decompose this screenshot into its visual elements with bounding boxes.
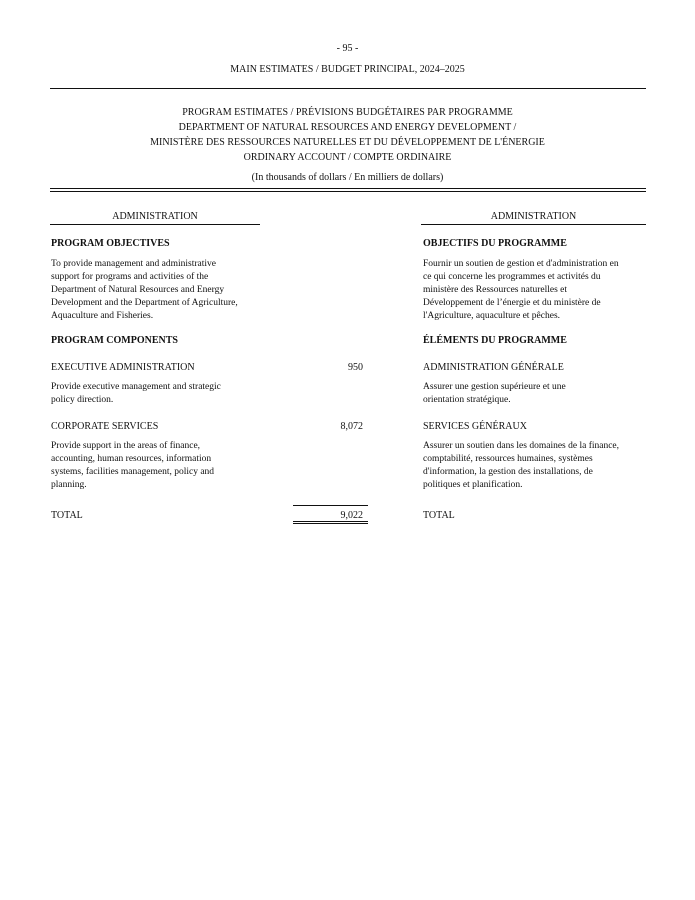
total-rule-top <box>293 505 368 506</box>
objectives-heading-en: PROGRAM OBJECTIVES <box>51 238 170 249</box>
component-amount: 8,072 <box>340 421 363 432</box>
component-name-fr: ADMINISTRATION GÉNÉRALE <box>423 362 564 373</box>
double-rule-top <box>50 188 646 189</box>
account-line: ORDINARY ACCOUNT / COMPTE ORDINAIRE <box>243 152 452 163</box>
objectives-heading-fr: OBJECTIFS DU PROGRAMME <box>423 238 567 249</box>
components-heading-en: PROGRAM COMPONENTS <box>51 335 178 346</box>
section-title-en-underline <box>50 224 260 225</box>
program-estimates-line: PROGRAM ESTIMATES / PRÉVISIONS BUDGÉTAIRES PAR PROGRAMME <box>182 107 513 118</box>
double-rule-bottom <box>50 191 646 192</box>
total-double-rule-2 <box>293 523 368 524</box>
department-name-fr: MINISTÈRE DES RESSOURCES NATURELLES ET DU DÉVELOPPEMENT DE L'ÉNERGIE <box>150 137 545 148</box>
component-name-fr: SERVICES GÉNÉRAUX <box>423 421 527 432</box>
section-title-fr: ADMINISTRATION <box>490 211 577 222</box>
component-description-fr: Assurer une gestion supérieure et une orientation stratégique. <box>423 382 566 405</box>
components-heading-fr: ÉLÉMENTS DU PROGRAMME <box>423 335 567 346</box>
section-title-en: ADMINISTRATION <box>112 211 198 222</box>
total-label-en: TOTAL <box>51 510 83 521</box>
total-label-fr: TOTAL <box>423 510 455 521</box>
department-name-en: DEPARTMENT OF NATURAL RESOURCES AND ENERGY DEVELOPMENT / <box>178 122 517 133</box>
section-title-fr-underline <box>421 224 646 225</box>
component-name-en: EXECUTIVE ADMINISTRATION <box>51 362 195 373</box>
page-number: - 95 - <box>336 43 359 54</box>
total-double-rule-1 <box>293 521 368 522</box>
component-description-en: Provide support in the areas of finance, accounting, human resources, information systems, facilities management, policy and planning. <box>51 441 215 490</box>
document-title: MAIN ESTIMATES / BUDGET PRINCIPAL, 2024–2025 <box>230 64 465 75</box>
units-note: (In thousands of dollars / En milliers de dollars) <box>251 172 444 183</box>
objectives-text-en: To provide management and administrative support for programs and activities of the Department of Natural Resources and Energy Development and the Department of Agriculture, Aquaculture and Fisheries. <box>51 259 238 321</box>
component-amount: 950 <box>348 362 363 373</box>
component-name-en: CORPORATE SERVICES <box>51 421 159 432</box>
total-amount: 9,022 <box>340 510 363 521</box>
header-rule <box>50 88 646 89</box>
component-description-en: Provide executive management and strategic policy direction. <box>51 382 221 405</box>
component-description-fr: Assurer un soutien dans les domaines de la finance, comptabilité, ressources humaines, systèmes d'information, la gestion des installations, de politiques et planification. <box>423 441 620 490</box>
objectives-text-fr: Fournir un soutien de gestion et d'administration en ce qui concerne les programmes et activités du ministère des Ressources naturelles et Développement de l’énergie et du ministère de l'Agriculture, aquaculture et pêches. <box>423 259 619 321</box>
